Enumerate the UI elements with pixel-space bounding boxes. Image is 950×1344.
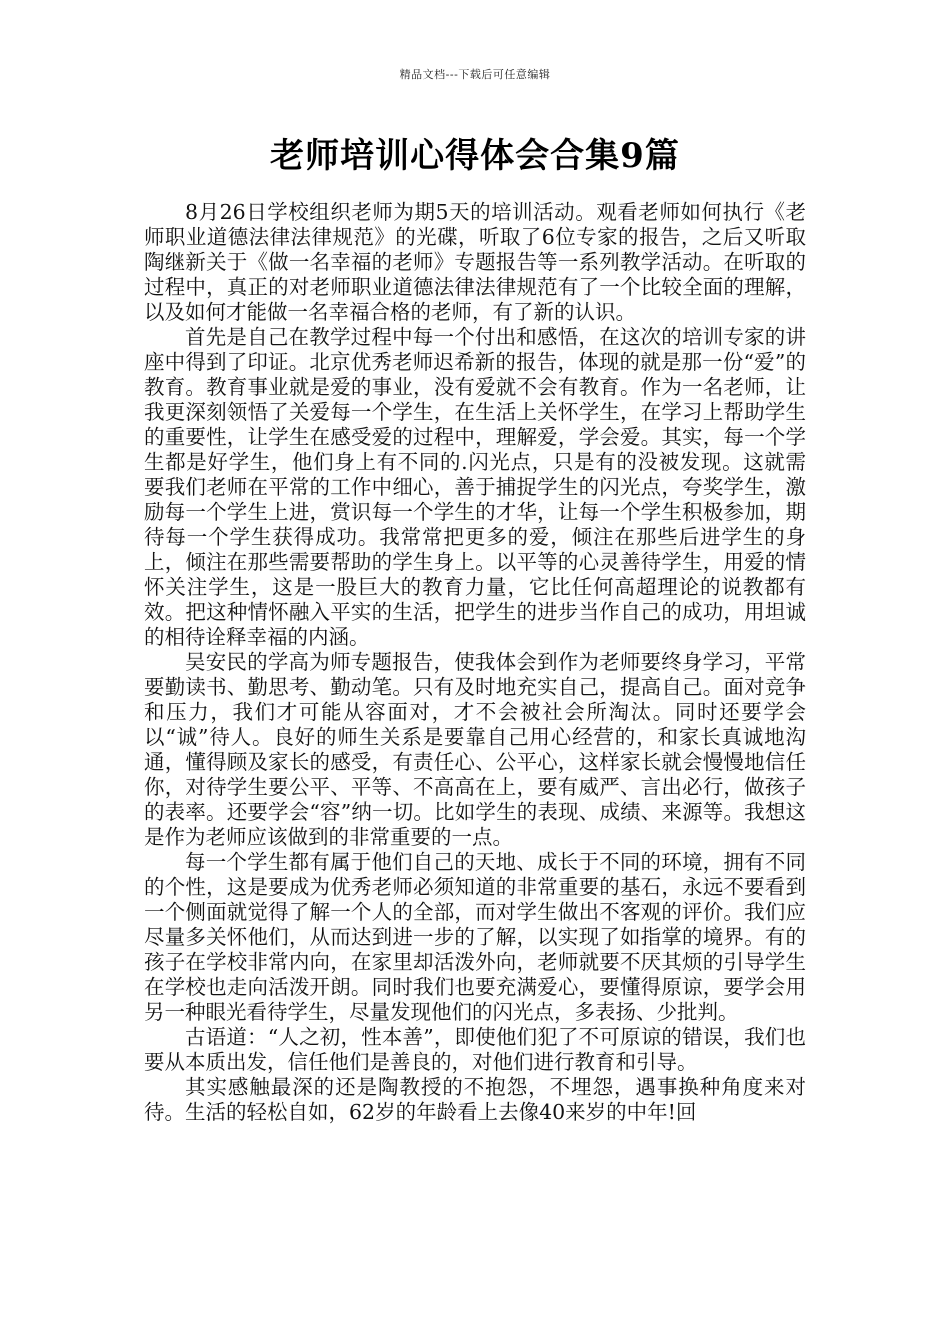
document-title: 老师培训心得体会合集9篇	[270, 136, 680, 176]
paragraph-2: 首先是自己在教学过程中每一个付出和感悟，在这次的培训专家的讲座中得到了印证。北京优秀老师迟希新的报告，体现的就是那一份“爱”的教育。教育事业就是爱的事业，没有爱就不会有教育。作为一名老师，让我更深刻领悟了关爱每一个学生，在生活上关怀学生，在学习上帮助学生的重要性，让学生在感受爱的过程中，理解爱，学会爱。其实，每一个学生都是好学生，他们身上有不同的.闪光点，只是有的没被发现。这就需要我们老师在平常的工作中细心，善于捕捉学生的闪光点，夸奖学生，激励每一个学生上进，赏识每一个学生的才华，让每一个学生积极参加，期待每一个学生获得成功。我常常把更多的爱，倾注在那些后进学生的身上，倾注在那些需要帮助的学生身上。以平等的心灵善待学生，用爱的情怀关注学生，这是一股巨大的教育力量，它比任何高超理论的说教都有效。把这种情怀融入平实的生活，把学生的进步当作自己的成功，用坦诚的相待诠释幸福的内涵。	[144, 325, 806, 649]
paragraph-4: 每一个学生都有属于他们自己的天地、成长于不同的环境，拥有不同的个性，这是要成为优秀老师必须知道的非常重要的基石，永远不要看到一个侧面就觉得了解一个人的全部，而对学生做出不客观的评价。我们应尽量多关怀他们，从而达到进一步的了解，以实现了如指掌的境界。有的孩子在学校非常内向，在家里却活泼外向，老师就要不厌其烦的引导学生在学校也走向活泼开朗。同时我们也要充满爱心，要懂得原谅，要学会用另一种眼光看待学生，尽量发现他们的闪光点，多表扬、少批判。	[144, 850, 806, 1024]
paragraph-1: 8月26日学校组织老师为期5天的培训活动。观看老师如何执行《老师职业道德法律法律规范》的光碟，听取了6位专家的报告，之后又听取陶继新关于《做一名幸福的老师》专题报告等一系列教学活动。在听取的过程中，真正的对老师职业道德法律法律规范有了一个比较全面的理解，以及如何才能做一名幸福合格的老师，有了新的认识。	[144, 200, 806, 324]
paragraph-3: 吴安民的学高为师专题报告，使我体会到作为老师要终身学习，平常要勤读书、勤思考、勤动笔。只有及时地充实自己，提高自己。面对竞争和压力，我们才可能从容面对，才不会被社会所淘汰。同时还要学会以“诚”待人。良好的师生关系是要靠自己用心经营的，和家长真诚地沟通，懂得顾及家长的感受，有责任心、公平心，这样家长就会慢慢地信任你，对待学生要公平、平等、不高高在上，要有威严、言出必行，做孩子的表率。还要学会“容”纳一切。比如学生的表现、成绩、来源等。我想这是作为老师应该做到的非常重要的一点。	[144, 650, 806, 849]
paragraph-5: 古语道：“人之初，性本善”，即使他们犯了不可原谅的错误，我们也要从本质出发，信任他们是善良的，对他们进行教育和引导。	[144, 1025, 806, 1074]
page-header: 精品文档---下载后可任意编辑	[399, 68, 551, 81]
document-body	[144, 200, 806, 1125]
paragraph-6: 其实感触最深的还是陶教授的不抱怨，不埋怨，遇事换种角度来对待。生活的轻松自如，62岁的年龄看上去像40来岁的中年!回	[144, 1075, 806, 1124]
